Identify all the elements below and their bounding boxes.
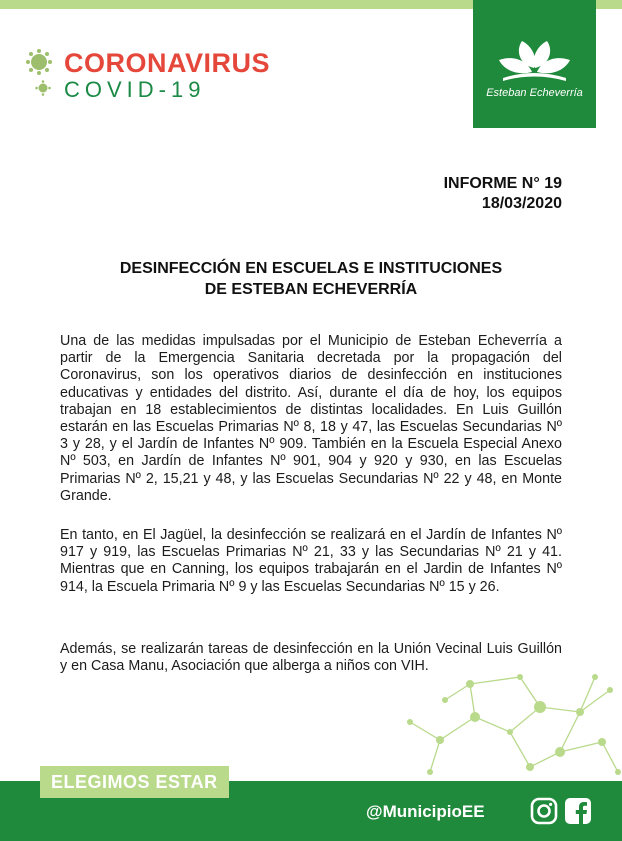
campaign-title: CORONAVIRUS <box>64 48 271 78</box>
instagram-icon[interactable] <box>530 797 558 825</box>
slogan-badge: ELEGIMOS ESTAR <box>40 766 229 798</box>
body-paragraph-2: En tanto, en El Jagüel, la desinfección se realizará en el Jardín de Infantes Nº 917 y 919, las Escuelas Primarias Nº 21, 33 y las Secundarias Nº 21 y 41. Mientras que en Canning, los equipos trabajarán en el Jardin de Infantes Nº 914, la Escuela Primaria Nº 9 y las Escuelas Secundarias Nº 15 y 26. <box>60 527 562 595</box>
report-number: INFORME N° 19 <box>443 175 562 192</box>
coronavirus-campaign-header <box>24 48 271 102</box>
title-line-1: DESINFECCIÓN EN ESCUELAS E INSTITUCIONES <box>119 260 503 277</box>
network-decoration-icon <box>380 672 622 782</box>
report-date: 18/03/2020 <box>481 195 562 212</box>
facebook-icon[interactable] <box>564 797 592 825</box>
social-handle[interactable]: @MunicipioEE <box>366 802 485 821</box>
report-info <box>444 174 562 214</box>
body-paragraph-3: Además, se realizarán tareas de desinfección en la Unión Vecinal Luis Guillón y en Casa Manu, Asociación que alberga a niños con VIH. <box>60 641 562 675</box>
document-title <box>60 258 562 300</box>
municipality-name: Esteban Echeverría <box>486 87 583 99</box>
campaign-subtitle: COVID-19 <box>64 77 206 102</box>
virus-icon <box>24 48 60 96</box>
municipality-logo <box>473 0 596 128</box>
body-paragraph-1: Una de las medidas impulsadas por el Municipio de Esteban Echeverría a partir de la Emergencia Sanitaria decretada por la propagación del Coronavirus, son los operativos diarios de desinfección en instituciones educativas y entidades del distrito. Así, durante el día de hoy, los equipos trabajan en 18 establecimientos de distintas localidades. En Luis Guillón estarán en las Escuelas Primarias Nº 8, 18 y 47, las Escuelas Secundarias Nº 3 y 28, y el Jardín de Infantes Nº 909. También en la Escuela Especial Anexo Nº 503, en Jardín de Infantes Nº 901, 904 y 920 y 930, en las Escuelas Primarias Nº 2, 15,21 y 48, y las Escuelas Secundarias Nº 22 y 48, en Monte Grande. <box>60 333 562 504</box>
title-line-2: DE ESTEBAN ECHEVERRÍA <box>204 281 418 298</box>
leaves-logo-icon <box>497 38 572 86</box>
